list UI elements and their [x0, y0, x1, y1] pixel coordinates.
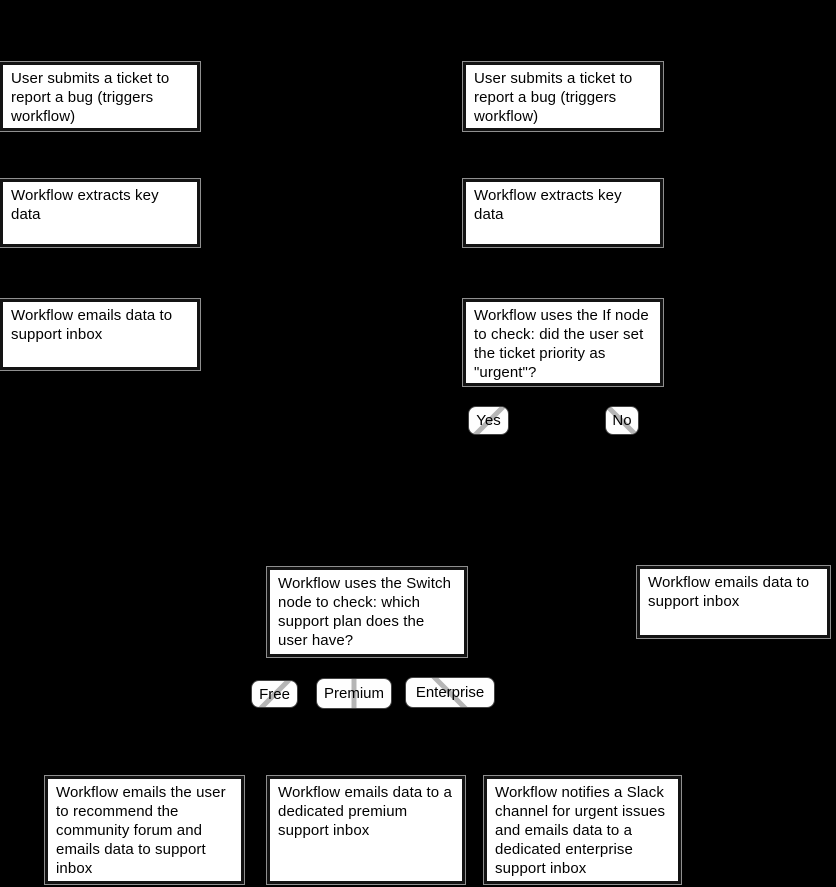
edge-label-premium-text: Premium [323, 685, 384, 702]
node-switch-check-label: Workflow uses the Switch node to check: which support plan does the user have? [278, 575, 452, 649]
node-right-trigger [463, 62, 663, 131]
edge-label-free-text: Free [259, 685, 290, 703]
edge-label-free [252, 681, 297, 707]
node-left-trigger [0, 62, 200, 131]
node-email-non-urgent [637, 566, 830, 638]
node-right-extract-label: Workflow extracts key data [474, 187, 622, 223]
node-free-action-label: Workflow emails the user to recommend the community forum and emails data to support inbox [56, 784, 226, 877]
node-left-extract [0, 179, 200, 247]
node-premium-action-label: Workflow emails data to a dedicated premium support inbox [278, 784, 452, 839]
node-switch-check [267, 567, 467, 657]
node-left-email-support-label: Workflow emails data to support inbox [11, 307, 173, 343]
edge-label-premium [317, 679, 391, 708]
node-if-check-label: Workflow uses the If node to check: did the user set the ticket priority as "urgent"? [474, 307, 649, 381]
edge-label-no [606, 407, 638, 434]
edge-label-enterprise [406, 678, 494, 707]
edge-label-yes-text: Yes [476, 412, 501, 429]
node-right-extract [463, 179, 663, 247]
edge-label-yes [469, 407, 508, 434]
node-enterprise-action [484, 776, 681, 884]
node-right-trigger-label: User submits a ticket to report a bug (triggers workflow) [474, 70, 633, 125]
node-enterprise-action-label: Workflow notifies a Slack channel for urgent issues and emails data to a dedicated enterprise support inbox [495, 784, 666, 877]
node-left-trigger-label: User submits a ticket to report a bug (triggers workflow) [11, 70, 170, 125]
node-premium-action [267, 776, 465, 884]
node-if-check [463, 299, 663, 386]
node-left-extract-label: Workflow extracts key data [11, 187, 159, 223]
edge-label-enterprise-text: Enterprise [415, 684, 485, 701]
node-email-non-urgent-label: Workflow emails data to support inbox [648, 574, 810, 610]
edge-label-no-text: No [612, 412, 632, 429]
node-free-action [45, 776, 244, 884]
node-left-email-support [0, 299, 200, 370]
